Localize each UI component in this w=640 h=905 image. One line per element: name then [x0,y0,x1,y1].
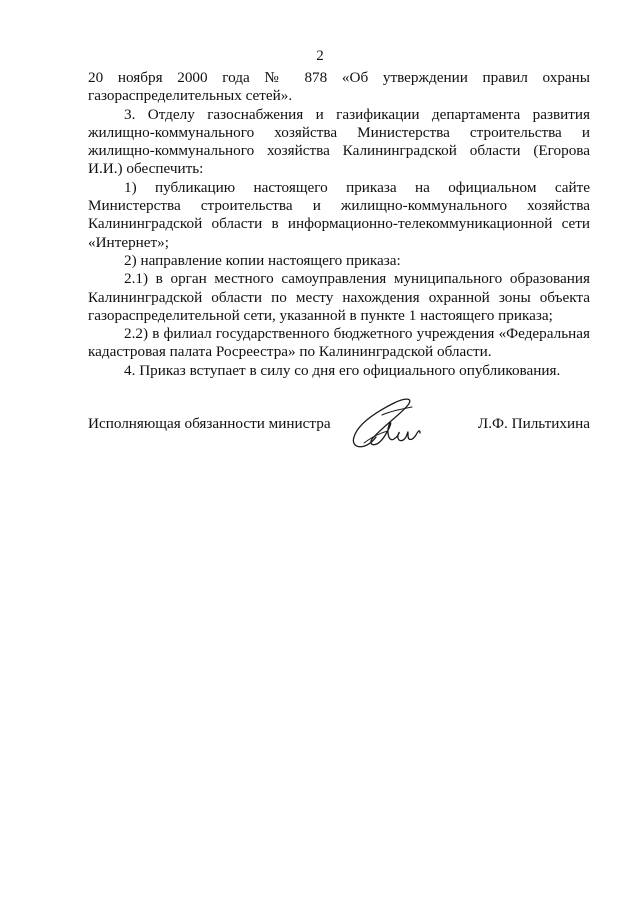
page-number: 2 [316,48,324,64]
paragraph-subitem-2-2: 2.2) в филиал государственного бюджетного учреждения «Федеральная кадастровая палата Росреестра» по Калининградской области. [88,325,590,361]
signature-block [88,411,590,461]
handwritten-signature-icon [342,393,442,457]
paragraph-item-4: 4. Приказ вступает в силу со дня его официального опубликования. [124,361,561,379]
signatory-name: Л.Ф. Пильтихина [477,415,590,432]
signatory-title: Исполняющая обязанности министра [88,415,331,432]
paragraph-subitem-2: 2) направление копии настоящего приказа: [124,251,401,269]
paragraph-subitem-2-1: 2.1) в орган местного самоуправления муниципального образования Калининградской области по месту нахождения охранной зоны объекта газораспределительной сети, указанной в пункте 1 настоящего приказа; [88,270,590,324]
paragraph-continuation: 20 ноября 2000 года № 878 «Об утверждении правил охраны газораспределительных сетей». [88,69,590,105]
paragraph-item-3: 3. Отделу газоснабжения и газификации департамента развития жилищно-коммунального хозяйства Министерства строительства и жилищно-коммунального хозяйства Калининградской области (Егорова И.И.) обеспечить: [88,105,590,178]
document-body [88,69,590,380]
paragraph-subitem-1: 1) публикацию настоящего приказа на официальном сайте Министерства строительства и жилищно-коммунального хозяйства Калининградской области в информационно-телекоммуникационной сети «Интернет»; [88,178,590,251]
